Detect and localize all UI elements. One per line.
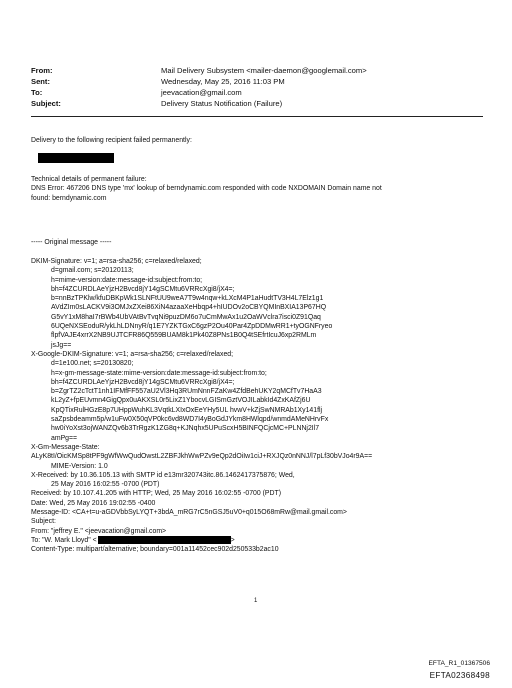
bates-number-small: EFTA_R1_01367506 [428,660,490,667]
gm-state-value: ALyK8tI/OicKMSp8tPF9gWfWwQudOwstL2ZBFJkhWwPZv9eQp2dOiIw1ciJ+RXJQz0nNNJ/l7pLf30bVJo4r9A== [31,453,373,461]
page-number: 1 [254,598,258,604]
sent-label: Sent: [31,77,50,86]
subject-label: Subject: [31,99,61,108]
to-value: jeevacation@gmail.com [161,88,242,97]
from-label: From: [31,66,53,75]
dkim-line: flpfVAJE4xrrX2NB9UJTCFR86Q559BUAM8k1Pk40Z8PNs1B0Q4tSEfrtIcuJ6xp2RMLm [51,332,317,340]
message-id-line: Message-ID: <CA+t=u-aGDVbbSyLYQT+3bdA_mRG7rC5nGSJ5uV0+q015O68mRw@mail.gmail.com> [31,509,347,517]
original-message-header [31,238,486,247]
bates-number-large: EFTA02368498 [429,671,490,680]
xgoogle-line: X-Google-DKIM-Signature: v=1; a=rsa-sha256; c=relaxed/relaxed; [31,350,234,358]
dkim-line: AVdZIm0sLACKV9i3OMJxZXei86XiN4azaaXeHbqp4+hIUDOv2oCBYQMInBXIA13P67HQ [51,304,327,312]
from-value: Mail Delivery Subsystem <mailer-daemon@googlemail.com> [161,66,367,75]
mime-version: MIME-Version: 1.0 [51,462,108,470]
to-line [31,536,486,545]
subject-value: Delivery Status Notification (Failure) [161,99,283,108]
dkim-line: b=nnBzTPKlw/kfuDBKpWk1SLNFtUU9weA7T9w4nqw+kLXcM4P1aHudtTV3H4L7Elz1g1 [51,295,324,303]
xreceived-line-2: 25 May 2016 16:02:55 -0700 (PDT) [51,481,160,489]
to-line-close: > [230,536,235,544]
xgoogle-line: b=ZgrTZ2cTctT1nh1IFMfFF557aU2Vl3Hq3RUmNnnFZaKw4ZfdBehUKY2qMCfTv7HaA3 [51,388,322,396]
technical-details [31,175,486,203]
received-line: Received: by 10.107.41.205 with HTTP; Wed, 25 May 2016 16:02:55 -0700 (PDT) [31,490,281,498]
tech-line-1: DNS Error: 467206 DNS type 'mx' lookup of berndynamic.com responded with code NXDOMAIN Domain name not [31,185,382,193]
tech-title: Technical details of permanent failure: [31,176,147,183]
sent-value: Wednesday, May 25, 2016 11:03 PM [161,77,285,86]
dkim-line: G5vY1xM8haI7rBWb4UbVAtBvTvqNi9puzDM6o7uCmMwAx1u2OaWVclra7isci0Z91Qaq [51,313,321,321]
xgoogle-line: KpQTixRulHGzE8p7UHppWuhKL3VqtkLXIxOxEeYHy5UL hvwV+kZjSwNMRAb1Xy141flj [51,406,323,414]
xgoogle-line: bh=f4ZCURDLAeYjzH2Bvcd8jY14gSCMtu6VRRcXgi8/jX4=; [51,378,235,386]
dkim-line: h=mime-version:date:message-id:subject:from:to; [51,276,203,284]
dkim-line: jsJg== [51,341,72,349]
redaction-box [38,153,114,163]
to-line-text: To: "W. Mark Lloyd" < [31,536,97,544]
gm-state-label: X-Gm-Message-State: [31,443,100,451]
from-line: From: "jeffrey E." <jeevacation@gmail.com> [31,527,167,535]
failed-intro: Delivery to the following recipient failed permanently: [31,137,192,144]
failure-notice [31,136,486,145]
to-label: To: [31,88,43,97]
date-line: Date: Wed, 25 May 2016 19:02:55 -0400 [31,499,156,507]
dkim-line: d=gmail.com; s=20120113; [51,267,134,275]
content-type-line: Content-Type: multipart/alternative; boundary=001a11452cec902d250533b2ac10 [31,546,279,554]
subject-line: Subject: [31,518,56,526]
xgoogle-line: hw0iYoXst3ojWANZQv6b3TrRgzK1ZG8q+KJNqhx5UPuScxH5BINFQCjcMC+PLNNj2Il7 [51,425,320,433]
dkim-line: bh=f4ZCURDLAeYjzH2Bvcd8jY14gSCMtu6VRRcXgi8/jX4=; [51,285,235,293]
tech-line-2: found: berndynamic.com [31,194,107,202]
header-divider [31,116,483,117]
dkim-block [31,257,486,555]
original-header-line: ----- Original message ----- [31,239,112,246]
dkim-line: 6UQeNXSEoduR/ykLhLDNnyR/q1E7YZKTGxC6gzP2Ou40Par4ZpDDMwRR1+tyOGNFryeo [51,323,333,331]
xgoogle-line: amPg== [51,434,78,442]
redaction-box [98,536,231,544]
xgoogle-line: d=1e100.net; s=20130820; [51,360,134,368]
xgoogle-line: h=x-gm-message-state:mime-version:date:message-id:subject:from:to; [51,369,267,377]
xgoogle-line: kL2yZ+fpEUvmn4GigQpx0uAKXSL0r5LixZ1YbocvLGISmGztVOJILabkId4ZxKAfZj6U [51,397,311,405]
xgoogle-line: saZpsbdeamm5p/w1uFw0X50qVP0kc6vd8WD7I4yBoGdJYkm8HWlqpd/wnmdAMeNHrvFx [51,416,329,424]
xreceived-line-1: X-Received: by 10.36.105.13 with SMTP id e13mr320743itc.86.1462417375876; Wed, [31,471,295,479]
dkim-line: DKIM-Signature: v=1; a=rsa-sha256; c=relaxed/relaxed; [31,258,202,265]
